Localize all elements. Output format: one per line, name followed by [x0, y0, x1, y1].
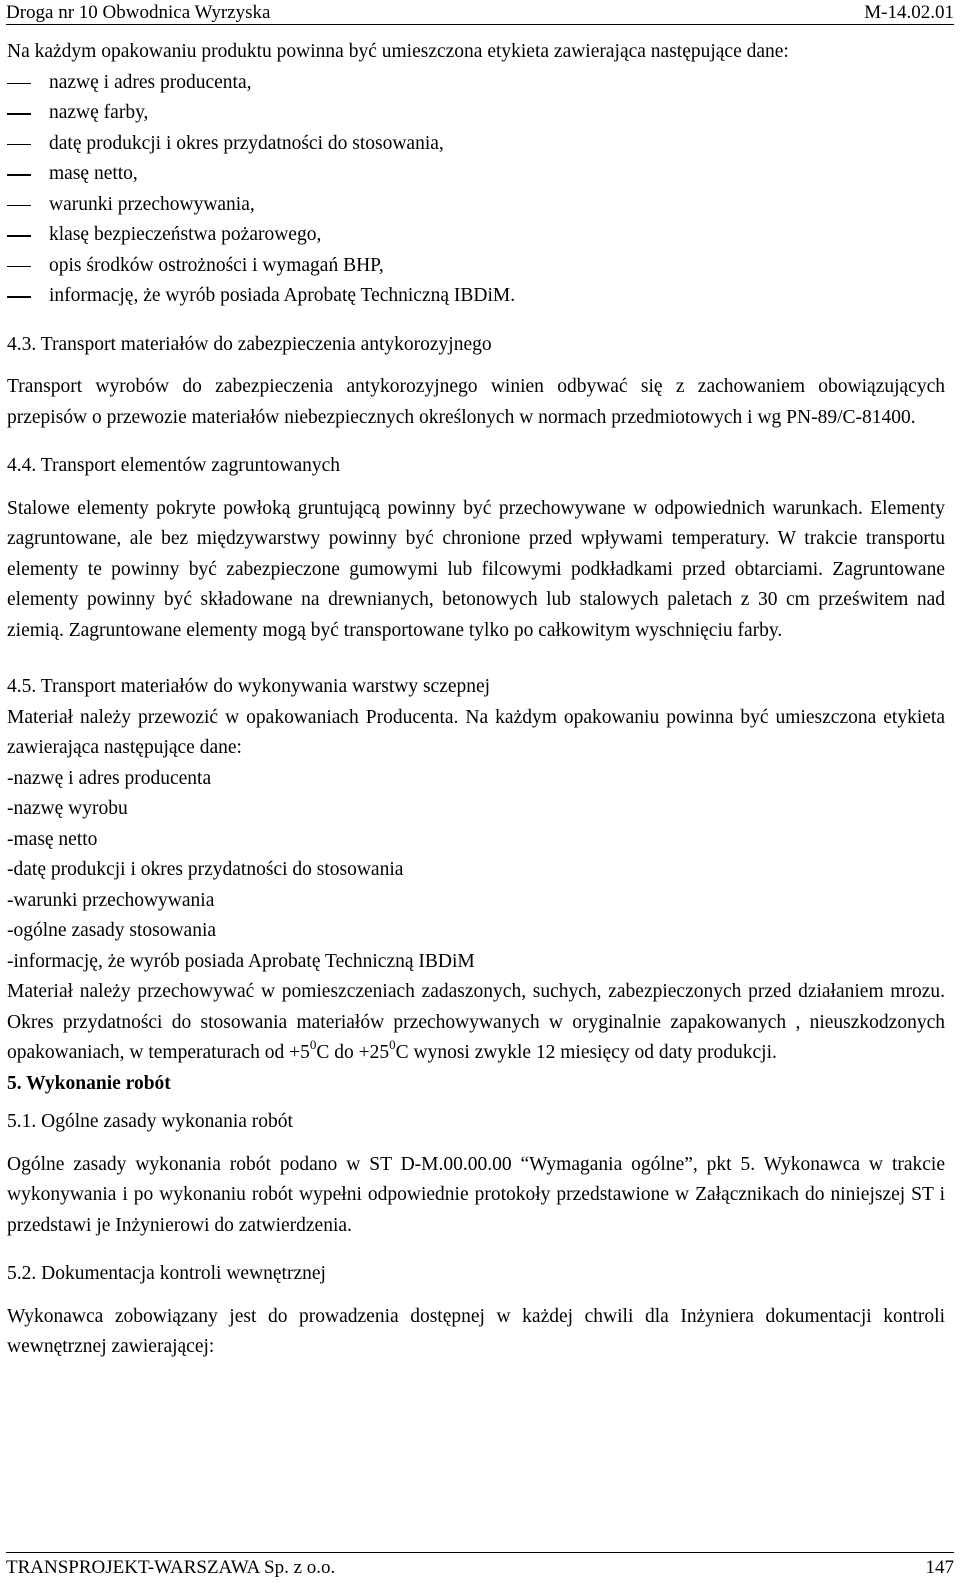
degree-superscript: 0	[309, 1037, 317, 1052]
dash-bullet	[7, 266, 31, 268]
section-intro-4-5: Materiał należy przewozić w opakowaniach Producenta. Na każdym opakowaniu powinna być umieszczona etykieta zawierająca następujące dane:	[7, 706, 945, 758]
list-item: klasę bezpieczeństwa pożarowego,	[7, 220, 945, 251]
dash-bullet	[7, 113, 31, 115]
list-item: masę netto,	[7, 159, 945, 190]
list-item: -masę netto	[7, 828, 98, 850]
dash-bullet	[7, 144, 31, 146]
section-heading-5-2: 5.2. Dokumentacja kontroli wewnętrznej	[7, 1263, 326, 1284]
footer-company: TRANSPROJEKT-WARSZAWA Sp. z o.o.	[6, 1557, 336, 1578]
section-body-5-2: Wykonawca zobowiązany jest do prowadzenia dostępnej w każdej chwili dla Inżyniera dokumentacji kontroli wewnętrznej zawierającej:	[7, 1305, 945, 1357]
list-item: informację, że wyrób posiada Aprobatę Techniczną IBDiM.	[7, 281, 945, 312]
header-code: M-14.02.01	[864, 2, 954, 23]
label-data-list	[7, 68, 945, 312]
list-item: -datę produkcji i okres przydatności do stosowania	[7, 859, 404, 880]
section-heading-4-4: 4.4. Transport elementów zagruntowanych	[7, 455, 341, 476]
dash-bullet	[7, 174, 31, 176]
page-header	[6, 2, 954, 25]
list-item: -warunki przechowywania	[7, 889, 215, 911]
list-item: datę produkcji i okres przydatności do stosowania,	[7, 129, 945, 160]
degree-superscript: 0	[389, 1037, 396, 1052]
list-item: nazwę i adres producenta,	[7, 68, 945, 99]
header-title: Droga nr 10 Obwodnica Wyrzyska	[6, 2, 271, 23]
list-item: warunki przechowywania,	[7, 190, 945, 221]
section-heading-4-3: 4.3. Transport materiałów do zabezpieczenia antykorozyjnego	[7, 333, 492, 355]
packaging-data-list	[7, 764, 945, 978]
section-heading-4-5: 4.5. Transport materiałów do wykonywania warstwy sczepnej	[7, 676, 491, 697]
storage-paragraph: Materiał należy przechowywać w pomieszczeniach zadaszonych, suchych, zabezpieczonych przed działaniem mrozu. Okres przydatności do stosowania materiałów przechowywanych w oryginalnie zapakowanych , nieuszkodzonych opakowaniach, w temperaturach od $+5^0C$ do $+25^0C$ wynosi zwykle 12 miesięcy od daty produkcji.	[7, 981, 945, 1063]
list-item: -ogólne zasady stosowania	[7, 920, 217, 941]
dash-bullet	[7, 83, 31, 85]
section-body-4-4: Stalowe elementy pokryte powłoką gruntującą powinny być przechowywane w odpowiednich warunkach. Elementy zagruntowane, ale bez międzywarstwy powinny być chronione przed wpływami temperatury. W trakcie transportu elementy te powinny być zabezpieczone gumowymi lub filcowymi podkładkami przed obtarciami. Zagruntowane elementy powinny być składowane na drewnianych, betonowych lub stalowych paletach z 30 cm prześwitem nad ziemią. Zagruntowane elementy mogą być transportowane tylko po całkowitym wyschnięciu farby.	[7, 497, 945, 641]
list-item: -informację, że wyrób posiada Aprobatę Techniczną IBDiM	[7, 950, 475, 972]
dash-bullet	[7, 235, 31, 237]
list-item: opis środków ostrożności i wymagań BHP,	[7, 251, 945, 282]
page-number: 147	[925, 1557, 954, 1578]
intro-paragraph: Na każdym opakowaniu produktu powinna być umieszczona etykieta zawierająca następujące dane:	[7, 41, 789, 62]
page-footer	[6, 1552, 954, 1581]
dash-bullet	[7, 205, 31, 207]
section-heading-5: 5. Wykonanie robót	[7, 1072, 171, 1094]
section-body-4-3: Transport wyrobów do zabezpieczenia antykorozyjnego winien odbywać się z zachowaniem obowiązujących przepisów o przewozie materiałów niebezpiecznych określonych w normach przedmiotowych i wg PN-89/C-81400.	[7, 376, 945, 428]
list-item: nazwę farby,	[7, 98, 945, 129]
list-item: -nazwę wyrobu	[7, 798, 128, 819]
section-heading-5-1: 5.1. Ogólne zasady wykonania robót	[7, 1111, 293, 1132]
page-content	[7, 37, 945, 1363]
list-item: -nazwę i adres producenta	[7, 767, 212, 789]
dash-bullet	[7, 296, 31, 298]
section-body-5-1: Ogólne zasady wykonania robót podano w ST D-M.00.00.00 “Wymagania ogólne”, pkt 5. Wykonawca w trakcie wykonywania i po wykonaniu robót wypełni odpowiednie protokoły przedstawione w Załącznikach do niniejszej ST i przedstawi je Inżynierowi do zatwierdzenia.	[7, 1153, 945, 1236]
